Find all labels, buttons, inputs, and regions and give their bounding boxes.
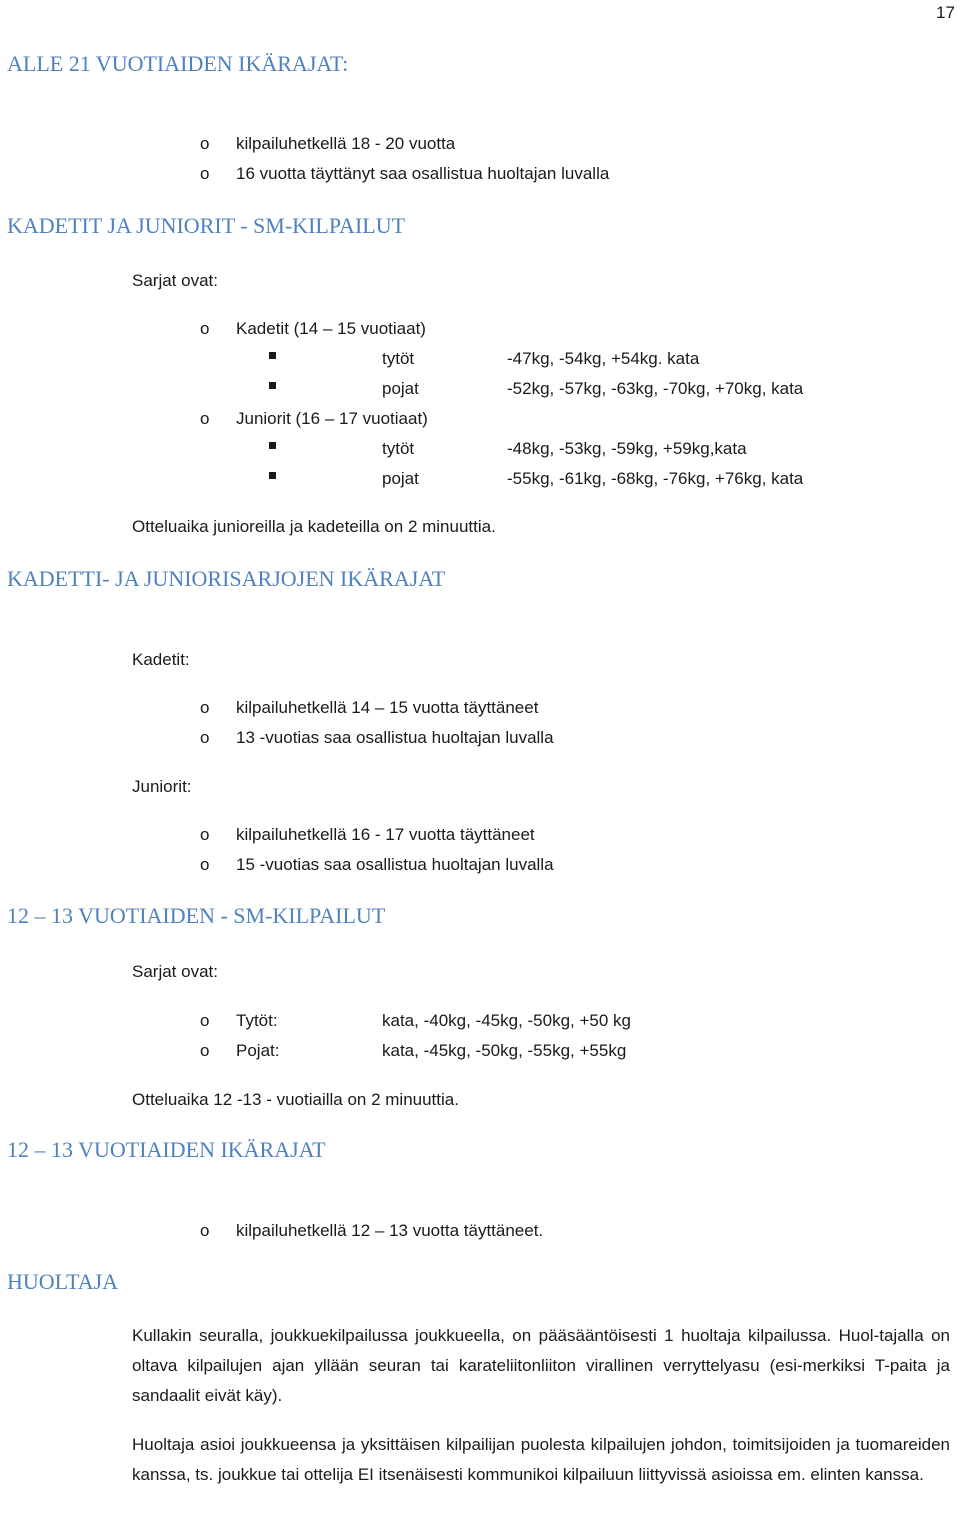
heading-ikarajat-kadetti-juniori: KADETTI- JA JUNIORISARJOJEN IKÄRAJAT — [7, 566, 446, 591]
list-item: kilpailuhetkellä 16 - 17 vuotta täyttäneet — [236, 825, 535, 844]
heading-kadetit-juniorit-sm: KADETIT JA JUNIORIT - SM-KILPAILUT — [7, 213, 406, 238]
kadetit-label: Kadetit: — [132, 650, 190, 669]
gender-label: Pojat: — [236, 1041, 280, 1060]
series-intro: Sarjat ovat: — [132, 271, 218, 290]
list-item: kilpailuhetkellä 14 – 15 vuotta täyttäneet — [236, 698, 539, 717]
heading-12-13-sm: 12 – 13 VUOTIAIDEN - SM-KILPAILUT — [7, 903, 386, 928]
gender-label: pojat — [382, 379, 419, 398]
page-number: 17 — [936, 3, 955, 22]
square-bullet-icon — [269, 442, 276, 449]
bullet-o-icon: o — [200, 825, 210, 844]
series-intro: Sarjat ovat: — [132, 962, 218, 981]
heading-huoltaja: HUOLTAJA — [7, 1269, 119, 1294]
bullet-o-icon: o — [200, 319, 210, 338]
weight-classes: kata, -45kg, -50kg, -55kg, +55kg — [382, 1041, 627, 1060]
gender-label: tytöt — [382, 439, 415, 458]
bullet-o-icon: o — [200, 164, 210, 183]
paragraph: Huoltaja asioi joukkueensa ja yksittäisen kilpailijan puolesta kilpailujen johdon, toimitsijoiden ja tuomareiden kanssa, ts. joukkue tai ottelija EI itsenäisesti kommunikoi kilpailuun liittyvissä asioissa em. elinten kanssa. — [132, 1435, 950, 1484]
list-item: 15 -vuotias saa osallistua huoltajan luvalla — [236, 855, 554, 874]
gender-label: tytöt — [382, 349, 415, 368]
bullet-o-icon: o — [200, 134, 210, 153]
bullet-o-icon: o — [200, 728, 210, 747]
list-item: 13 -vuotias saa osallistua huoltajan luvalla — [236, 728, 554, 747]
gender-label: pojat — [382, 469, 419, 488]
bullet-o-icon: o — [200, 1221, 210, 1240]
square-bullet-icon — [269, 382, 276, 389]
bullet-o-icon: o — [200, 855, 210, 874]
square-bullet-icon — [269, 472, 276, 479]
juniorit-label: Juniorit: — [132, 777, 192, 796]
group-title: Kadetit (14 – 15 vuotiaat) — [236, 319, 426, 338]
bullet-o-icon: o — [200, 698, 210, 717]
heading-alle-21: ALLE 21 VUOTIAIDEN IKÄRAJAT: — [7, 51, 349, 76]
square-bullet-icon — [269, 352, 276, 359]
weight-classes: -47kg, -54kg, +54kg. kata — [507, 349, 700, 368]
paragraph: Kullakin seuralla, joukkuekilpailussa joukkueella, on pääsääntöisesti 1 huoltaja kilpailussa. Huol-tajalla on oltava kilpailujen ajan yllään seuran tai karateliitonliiton virallinen verryttelyasu (esi-merkiksi T-paita ja sandaalit eivät käy). — [132, 1326, 950, 1405]
list-item: 16 vuotta täyttänyt saa osallistua huoltajan luvalla — [236, 164, 610, 183]
bullet-o-icon: o — [200, 1011, 210, 1030]
heading-12-13-ikarajat: 12 – 13 VUOTIAIDEN IKÄRAJAT — [7, 1137, 326, 1162]
list-item: kilpailuhetkellä 12 – 13 vuotta täyttäneet. — [236, 1221, 544, 1240]
weight-classes: -55kg, -61kg, -68kg, -76kg, +76kg, kata — [507, 469, 804, 488]
match-time-note: Otteluaika 12 -13 - vuotiailla on 2 minuuttia. — [132, 1090, 459, 1109]
bullet-o-icon: o — [200, 409, 210, 428]
bullet-o-icon: o — [200, 1041, 210, 1060]
group-title: Juniorit (16 – 17 vuotiaat) — [236, 409, 428, 428]
weight-classes: -52kg, -57kg, -63kg, -70kg, +70kg, kata — [507, 379, 804, 398]
weight-classes: kata, -40kg, -45kg, -50kg, +50 kg — [382, 1011, 632, 1030]
weight-classes: -48kg, -53kg, -59kg, +59kg,kata — [507, 439, 747, 458]
list-item: kilpailuhetkellä 18 - 20 vuotta — [236, 134, 456, 153]
match-time-note: Otteluaika junioreilla ja kadeteilla on 2 minuuttia. — [132, 517, 496, 536]
gender-label: Tytöt: — [236, 1011, 278, 1030]
